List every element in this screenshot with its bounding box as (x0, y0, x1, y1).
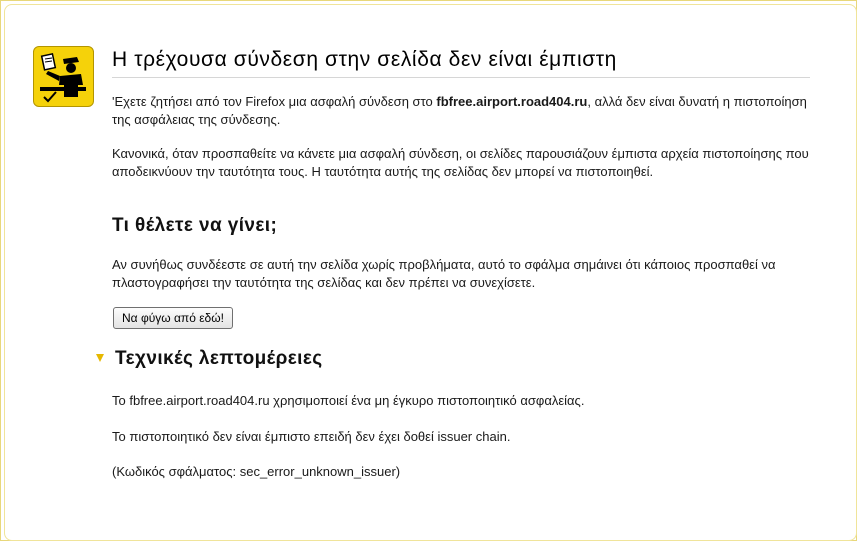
security-officer-icon (33, 46, 94, 107)
expander-triangle-icon[interactable] (96, 354, 104, 362)
host-name: fbfree.airport.road404.ru (436, 94, 588, 109)
technical-line-1: Το fbfree.airport.road404.ru χρησιμοποιεί ένα μη έγκυρο πιστοποιητικό ασφαλείας. (112, 393, 585, 408)
error-code: (Κωδικός σφάλματος: sec_error_unknown_issuer) (112, 464, 401, 479)
explanation-paragraph: Κανονικά, όταν προσπαθείτε να κάνετε μια ασφαλή σύνδεση, οι σελίδες παρουσιάζουν έμπιστα αρχεία πιστοποίησης που αποδεικνύουν την ταυτότητα τους. Η ταυτότητα αυτής της σελίδας δεν μπορεί να πιστοποιηθεί. (112, 146, 809, 179)
intro-suffix: , αλλά δεν είναι δυνατή η πιστοποίηση της ασφάλειας της σύνδεσης. (112, 94, 807, 127)
technical-line-2: Το πιστοποιητικό δεν είναι έμπιστο επειδή δεν έχει δοθεί issuer chain. (112, 429, 511, 444)
intro-paragraph (112, 93, 812, 129)
what-to-do-heading: Τι θέλετε να γίνει; (112, 215, 278, 236)
get-me-out-button[interactable]: Να φύγω από εδώ! (113, 307, 233, 329)
page-title: Η τρέχουσα σύνδεση στην σελίδα δεν είναι έμπιστη (112, 48, 810, 78)
what-to-do-text: Αν συνήθως συνδέεστε σε αυτή την σελίδα χωρίς προβλήματα, αυτό το σφάλμα σημάινει ότι κάποιος προσπαθεί να πλαστογραφήσει την ταυτότητα της σελίδας και δεν πρέπει να συνεχίσετε. (112, 257, 776, 290)
technical-details-heading[interactable]: Τεχνικές λεπτομέρειες (115, 348, 323, 369)
intro-prefix: 'Εχετε ζητήσει από τον Firefox μια ασφαλή σύνδεση στο (112, 94, 437, 109)
